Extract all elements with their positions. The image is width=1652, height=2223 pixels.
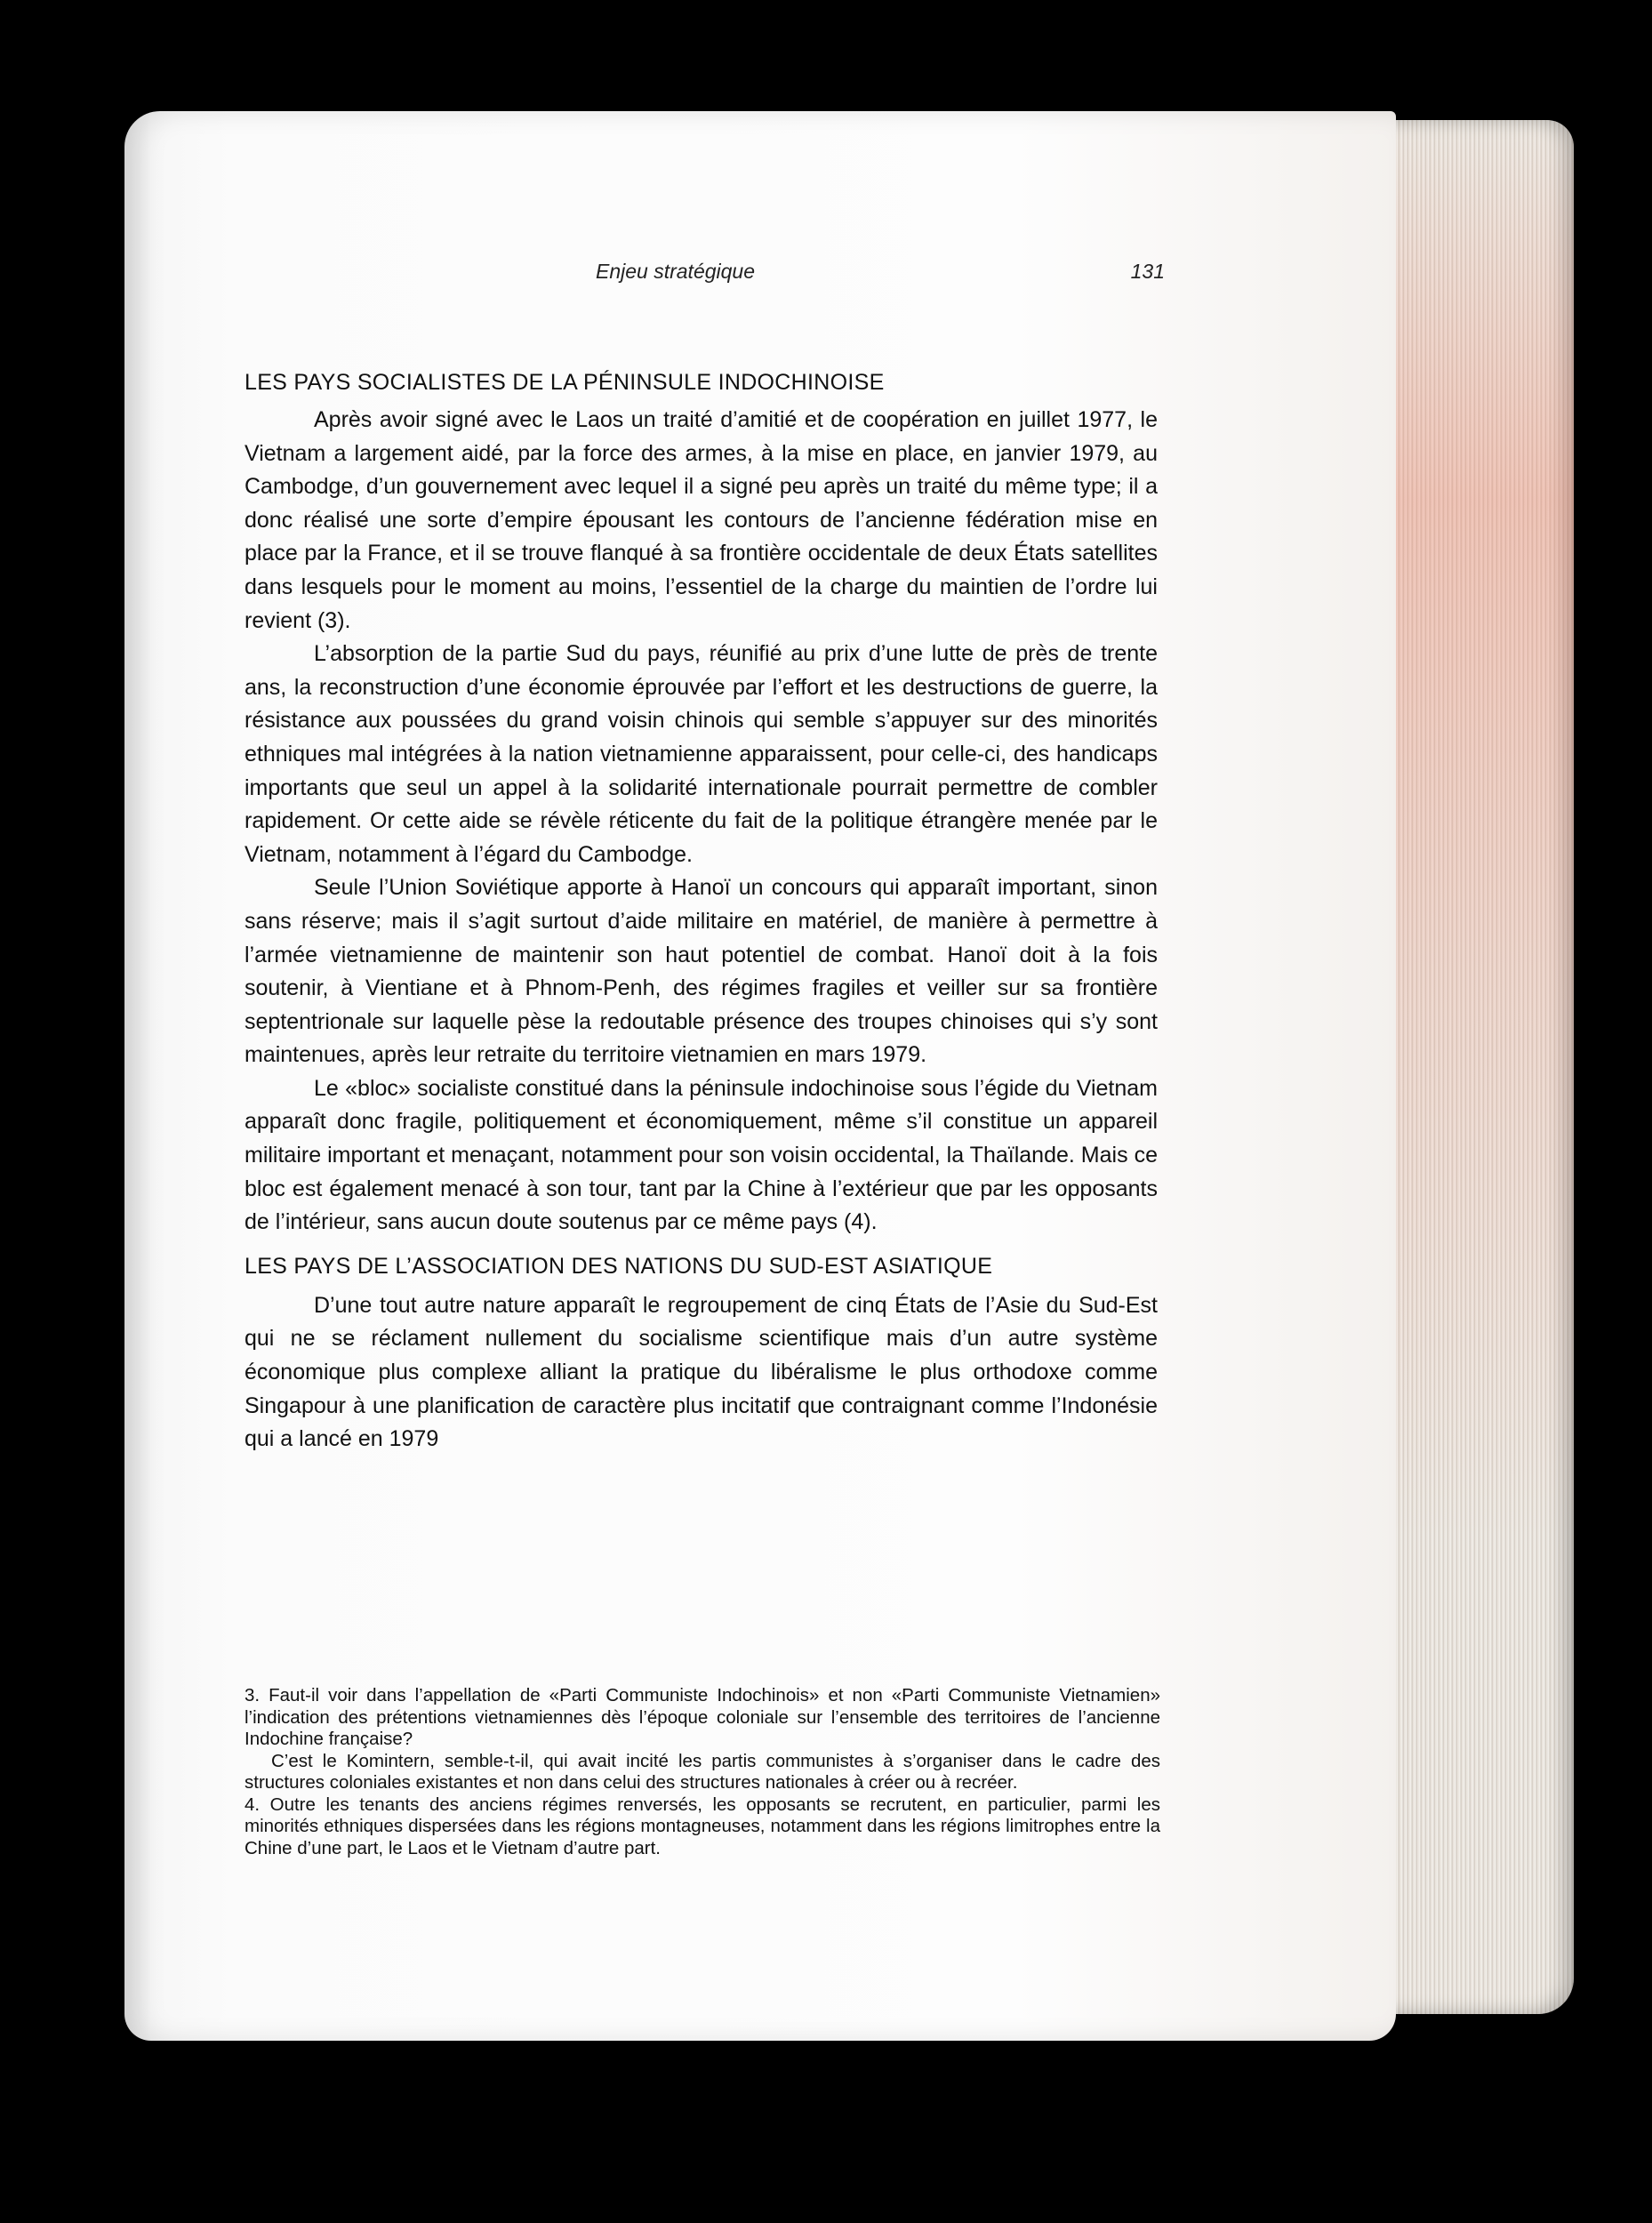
footnotes xyxy=(245,1685,1160,1859)
paragraph: Seule l’Union Soviétique apporte à Hanoï un concours qui apparaît important, sinon sans réserve; mais il s’agit surtout d’aide militaire en matériel, de manière à permettre à l’armée vietnamienne de maintenir son haut potentiel de combat. Hanoï doit à la fois soutenir, à Vientiane et à Phnom-Penh, des régimes fragiles et veiller sur sa frontière septentrionale sur laquelle pèse la redoutable présence des troupes chinoises qui s’y sont maintenues, après leur retraite du territoire vietnamien en mars 1979. xyxy=(245,875,1158,1068)
paragraph: Le «bloc» socialiste constitué dans la péninsule indochinoise sous l’égide du Vietnam apparaît donc fragile, politiquement et économiquement, même s’il constitue un appareil militaire important et menaçant, notamment pour son voisin occidental, la Thaïlande. Mais ce bloc est également menacé à son tour, tant par la Chine à l’extérieur que par les opposants de l’intérieur, sans aucun doute soutenus par ce même pays (4). xyxy=(245,1075,1158,1235)
page-number: 131 xyxy=(1130,260,1165,283)
footnote-3: 3. Faut-il voir dans l’appellation de «Parti Communiste Indochinois» et non «Parti Communiste Vietnamien» l’indication des prétentions vietnamiennes dès l’époque coloniale sur l’ensemble des territoires de l’ancienne Indochine française? xyxy=(245,1685,1160,1749)
paragraph: Après avoir signé avec le Laos un traité d’amitié et de coopération en juillet 1977, le Vietnam a largement aidé, par la force des armes, à la mise en place, en janvier 1979, au Cambodge, d’un gouvernement avec lequel il a signé peu après un traité du même type; il a donc réalisé une sorte d’empire épousant les contours de l’ancienne fédération mise en place par la France, et il se trouve flanqué à sa frontière occidentale de deux États satellites dans lesquels pour le moment au moins, l’essentiel de la charge du maintien de l’ordre lui revient (3). xyxy=(245,407,1158,633)
running-head-title: Enjeu stratégique xyxy=(596,260,756,283)
footnote-3-continued: C’est le Komintern, semble-t-il, qui avait incité les partis communistes à s’organiser dans le cadre des structures coloniales existantes et non dans celui des structures nationales à créer ou à recréer. xyxy=(245,1750,1160,1793)
section-heading-asean: LES PAYS DE L’ASSOCIATION DES NATIONS DU SUD-EST ASIATIQUE xyxy=(245,1253,993,1279)
footnote-4: 4. Outre les tenants des anciens régimes renversés, les opposants se recrutent, en particulier, parmi les minorités ethniques dispersées dans les régions montagneuses, notamment dans les régions limitrophes entre la Chine d’une part, le Laos et le Vietnam d’autre part. xyxy=(245,1794,1160,1858)
main-text xyxy=(245,365,1158,1457)
paragraph: D’une tout autre nature apparaît le regroupement de cinq États de l’Asie du Sud-Est qui ne se réclament nullement du socialisme scientifique mais d’un autre système économique plus complexe alliant la pratique du libéralisme le plus orthodoxe comme Singapour à une planification de caractère plus incitatif que contraignant comme l’Indonésie qui a lancé en 1979 xyxy=(245,1292,1158,1452)
paragraph: L’absorption de la partie Sud du pays, réunifié au prix d’une lutte de près de trente ans, la reconstruction d’une économie éprouvée par l’effort et les destructions de guerre, la résistance aux poussées du grand voisin chinois qui semble s’appuyer sur des minorités ethniques mal intégrées à la nation vietnamienne apparaissent, pour celle-ci, des handicaps importants que seul un appel à la solidarité internationale pourrait permettre de combler rapidement. Or cette aide se révèle réticente du fait de la politique étrangère menée par le Vietnam, notamment à l’égard du Cambodge. xyxy=(245,641,1158,867)
section-heading-socialist-countries: LES PAYS SOCIALISTES DE LA PÉNINSULE INDOCHINOISE xyxy=(245,370,885,395)
book-page-edges xyxy=(1369,120,1574,2014)
running-head xyxy=(245,260,1165,292)
